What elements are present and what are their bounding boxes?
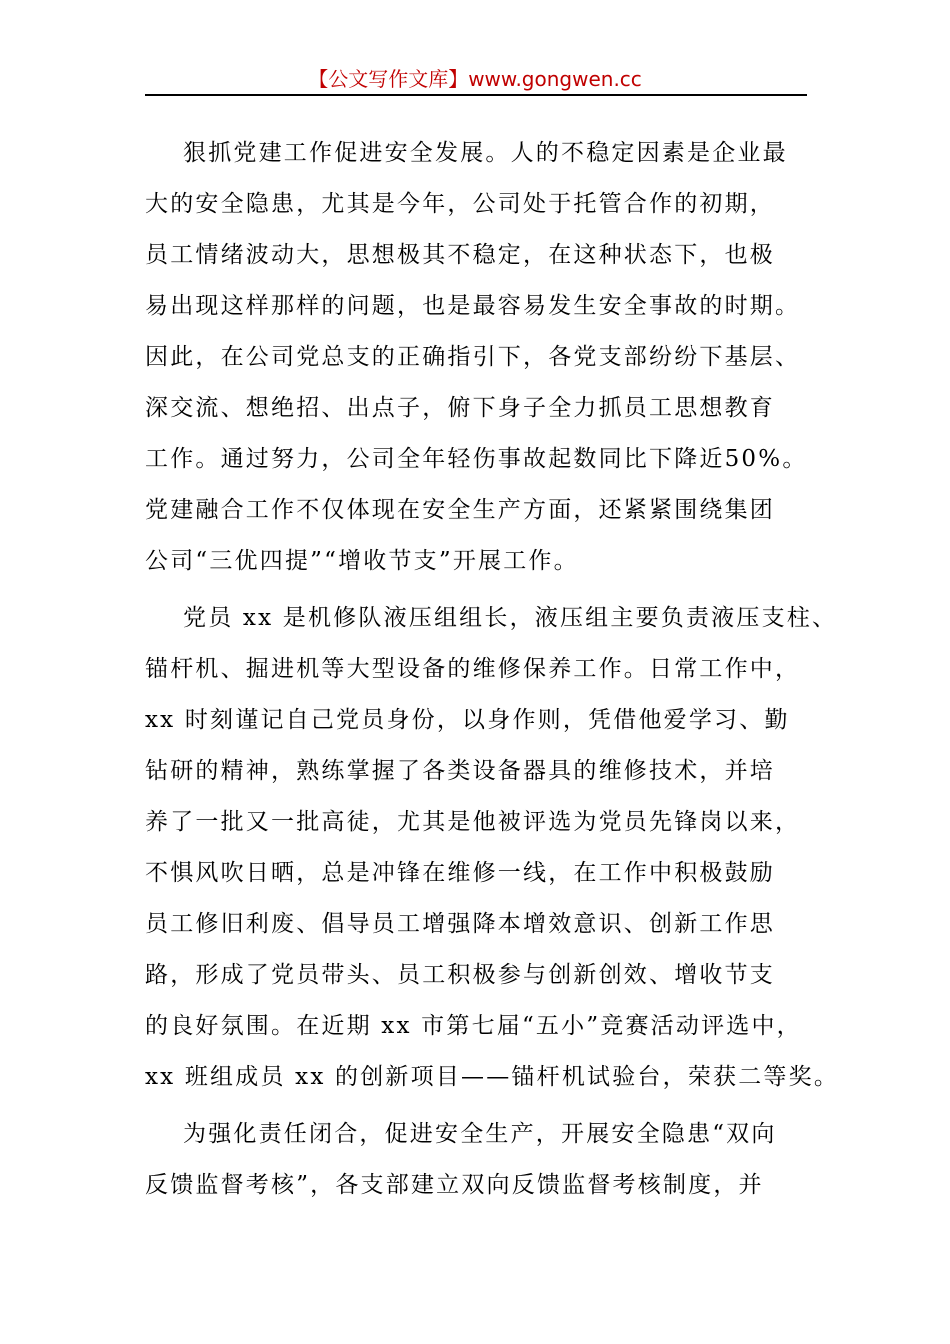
header-url: www.gongwen.cc bbox=[468, 67, 642, 91]
text-line: 工作。通过努力，公司全年轻伤事故起数同比下降近50%。 bbox=[145, 446, 808, 472]
text-line: 党建融合工作不仅体现在安全生产方面，还紧紧围绕集团 bbox=[145, 497, 775, 523]
document-body bbox=[145, 130, 840, 1213]
text-line: xx 班组成员 xx 的创新项目——锚杆机试验台，荣获二等奖。 bbox=[145, 1064, 840, 1090]
text-line: 路，形成了党员带头、员工积极参与创新创效、增收节支 bbox=[145, 962, 775, 988]
text-line: 易出现这样那样的问题，也是最容易发生安全事故的时期。 bbox=[145, 293, 801, 319]
text-line: 因此，在公司党总支的正确指引下，各党支部纷纷下基层、 bbox=[145, 344, 801, 370]
text-line: 锚杆机、掘进机等大型设备的维修保养工作。日常工作中， bbox=[145, 656, 801, 682]
text-line: 公司“三优四提”“增收节支”开展工作。 bbox=[145, 548, 579, 574]
text-line: 员工修旧利废、倡导员工增强降本增效意识、创新工作思 bbox=[145, 911, 775, 937]
text-line: 深交流、想绝招、出点子，俯下身子全力抓员工思想教育 bbox=[145, 395, 775, 421]
text-line: 党员 xx 是机修队液压组组长，液压组主要负责液压支柱、 bbox=[183, 605, 838, 631]
text-line: 狠抓党建工作促进安全发展。人的不稳定因素是企业最 bbox=[183, 140, 788, 166]
text-line: 钻研的精神，熟练掌握了各类设备器具的维修技术，并培 bbox=[145, 758, 775, 784]
header-divider bbox=[145, 94, 807, 96]
text-line: 养了一批又一批高徒，尤其是他被评选为党员先锋岗以来， bbox=[145, 809, 801, 835]
text-line: 反馈监督考核”，各支部建立双向反馈监督考核制度，并 bbox=[145, 1172, 764, 1198]
header-brand: 【公文写作文库】 bbox=[308, 67, 469, 91]
text-line: 大的安全隐患，尤其是今年，公司处于托管合作的初期， bbox=[145, 191, 775, 217]
paragraph-3 bbox=[145, 1111, 835, 1213]
paragraph-2 bbox=[145, 595, 840, 1105]
paragraph-1 bbox=[145, 130, 835, 589]
page-header bbox=[0, 64, 950, 94]
text-line: 为强化责任闭合，促进安全生产，开展安全隐患“双向 bbox=[183, 1121, 777, 1147]
text-line: 员工情绪波动大，思想极其不稳定，在这种状态下，也极 bbox=[145, 242, 775, 268]
text-line: 不惧风吹日晒，总是冲锋在维修一线，在工作中积极鼓励 bbox=[145, 860, 775, 886]
text-line: 的良好氛围。在近期 xx 市第七届“五小”竞赛活动评选中， bbox=[145, 1013, 802, 1039]
text-line: xx 时刻谨记自己党员身份，以身作则，凭借他爱学习、勤 bbox=[145, 707, 790, 733]
